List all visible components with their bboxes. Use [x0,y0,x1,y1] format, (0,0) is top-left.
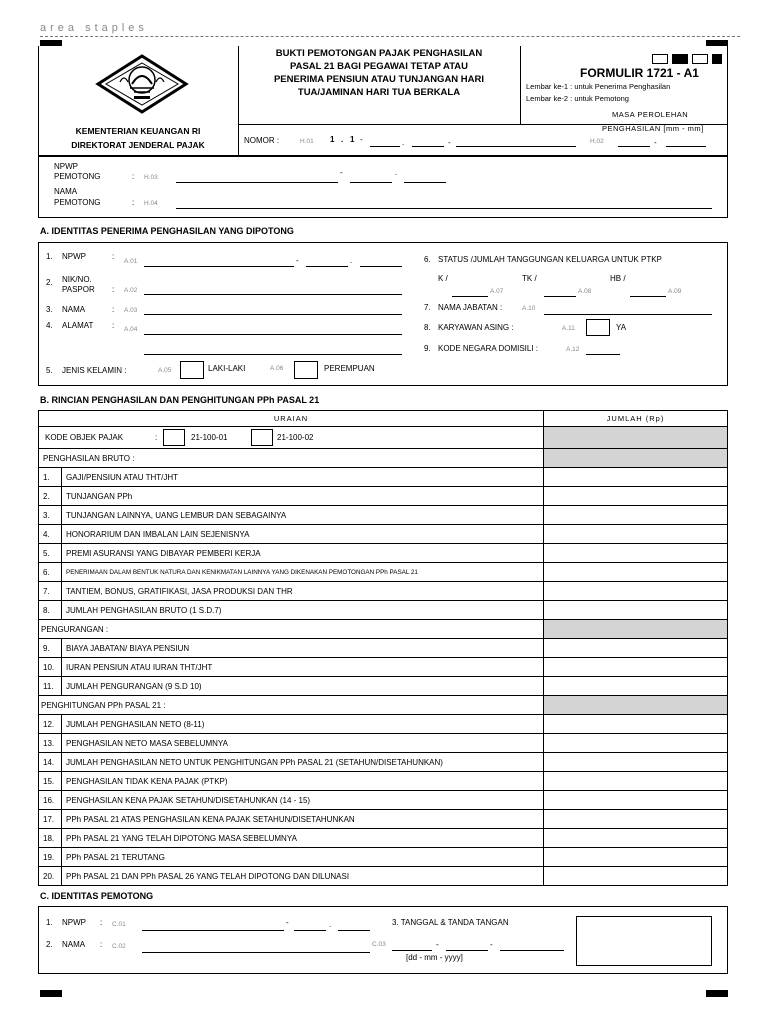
corner-mark-br [706,990,728,997]
a-num-7: 7. [424,303,431,312]
row-description: PPh PASAL 21 YANG TELAH DIPOTONG MASA SEBELUMNYA [62,829,544,848]
a09-code: A.09 [668,288,682,295]
nama-pemotong-colon: : [132,198,135,207]
a-npwp-field-3[interactable] [360,266,402,267]
a-tk-field[interactable] [544,296,576,297]
npwp-pemotong-field-2[interactable] [350,182,392,183]
c-npwp-field-1[interactable] [142,930,284,931]
uraian-header: URAIAN [39,411,544,427]
a05-code: A.05 [158,367,172,374]
penghitungan-header-amount-disabled [544,696,728,715]
kode-2-checkbox[interactable] [251,429,273,446]
a-karyawan-asing-label: KARYAWAN ASING : [438,323,514,332]
row-number: 4. [39,525,62,544]
c-date-dd-field[interactable] [392,950,432,951]
formulir-title: FORMULIR 1721 - A1 [580,66,699,80]
table-row [39,810,728,829]
a-nik-field[interactable] [144,294,402,295]
c-date-yyyy-field[interactable] [500,950,564,951]
table-row [39,791,728,810]
c-npwp-field-3[interactable] [338,930,370,931]
row-description: BIAYA JABATAN/ BIAYA PENSIUN [62,639,544,658]
a-num-8: 8. [424,323,431,332]
nomor-dash-1: - [360,135,363,144]
ministry-logo [94,54,190,116]
lembar-2-note: Lembar ke-2 : untuk Pemotong [526,94,629,103]
c-date-format: [dd - mm - yyyy] [406,953,463,962]
row-amount-field[interactable] [544,734,728,753]
row-description: PENGHASILAN KENA PAJAK SETAHUN/DISETAHUNKAN (14 - 15) [62,791,544,810]
table-row [39,487,728,506]
kode-2-label: 21-100-02 [277,433,314,442]
kode-1-checkbox[interactable] [163,429,185,446]
a12-code: A.12 [566,346,580,353]
a-perempuan-checkbox[interactable] [294,361,318,379]
form-title-line-4: TUA/JAMINAN HARI TUA BERKALA [297,87,461,98]
row-amount-field[interactable] [544,658,728,677]
table-row [39,829,728,848]
table-row [39,772,728,791]
a-tk-label: TK / [522,274,537,283]
npwp-pemotong-field-1[interactable] [176,182,338,183]
row-amount-field[interactable] [544,810,728,829]
a-nik-label-2: PASPOR [62,285,95,294]
row-description: PPh PASAL 21 ATAS PENGHASILAN KENA PAJAK SETAHUN/DISETAHUNKAN [62,810,544,829]
a07-code: A.07 [490,288,504,295]
c-date-dash-2: - [490,940,493,949]
a-nik-colon: : [112,285,115,294]
table-row [39,544,728,563]
a02-code: A.02 [124,287,138,294]
a03-code: A.03 [124,307,138,314]
row-number: 10. [39,658,62,677]
a-status-label: STATUS /JUMLAH TANGGUNGAN KELUARGA UNTUK PTKP [438,255,662,264]
table-row [39,658,728,677]
bruto-header-row [39,449,728,468]
table-row [39,506,728,525]
c-nama-colon: : [100,940,103,949]
row-amount-field[interactable] [544,848,728,867]
c-date-dash-1: - [436,940,439,949]
ministry-name: KEMENTERIAN KEUANGAN RI [75,126,201,136]
a08-code: A.08 [578,288,592,295]
nama-pemotong-label-1: NAMA [54,187,78,196]
nomor-field-1[interactable] [370,146,400,147]
row-number: 18. [39,829,62,848]
row-description: PPh PASAL 21 DAN PPh PASAL 26 YANG TELAH DIPOTONG DAN DILUNASI [62,867,544,886]
c-date-mm-field[interactable] [446,950,488,951]
row-description: JUMLAH PENGHASILAN BRUTO (1 S.D.7) [62,601,544,620]
row-number: 12. [39,715,62,734]
a-laki-label: LAKI-LAKI [208,364,246,373]
form-code-box-4 [712,54,722,64]
kode-objek-cell [39,427,544,449]
c-npwp-dot: . [329,920,332,929]
section-c-title: C. IDENTITAS PEMOTONG [40,891,154,901]
a-k-field[interactable] [452,296,488,297]
c-nama-field[interactable] [142,952,370,953]
form-title-line-3: PENERIMA PENSIUN ATAU TUNJANGAN HARI [273,74,485,85]
row-description: TANTIEM, BONUS, GRATIFIKASI, JASA PRODUKSI DAN THR [62,582,544,601]
a-num-9: 9. [424,344,431,353]
row-number: 8. [39,601,62,620]
kode-objek-amount-disabled [544,427,728,449]
h04-code: H.04 [144,200,158,207]
form-code-box-2 [672,54,688,64]
row-amount-field[interactable] [544,753,728,772]
form-code-box-1 [652,54,668,64]
row-amount-field[interactable] [544,468,728,487]
section-a-title: A. IDENTITAS PENERIMA PENGHASILAN YANG DIPOTONG [40,226,294,236]
row-amount-field[interactable] [544,563,728,582]
row-number: 19. [39,848,62,867]
pengurangan-header: PENGURANGAN : [39,620,544,639]
a-npwp-dot: . [350,256,353,265]
nomor-dot-2: . [402,138,405,147]
row-amount-field[interactable] [544,544,728,563]
table-row [39,867,728,886]
lembar-1-note: Lembar ke-1 : untuk Penerima Penghasilan [526,82,671,91]
pengurangan-header-amount-disabled [544,620,728,639]
header-divider-right [520,46,521,124]
a01-code: A.01 [124,258,138,265]
table-row [39,563,728,582]
nomor-dash-2: - [448,138,451,147]
a-num-1: 1. [46,252,53,261]
row-number: 6. [39,563,62,582]
a-kode-negara-label: KODE NEGARA DOMISILI : [438,344,539,353]
penghasilan-mm-label: PENGHASILAN [mm - mm] [602,124,704,133]
a-nama-jabatan-label: NAMA JABATAN : [438,303,503,312]
table-row [39,468,728,487]
row-amount-field[interactable] [544,506,728,525]
c03-code: C.03 [372,941,386,948]
row-description: TUNJANGAN LAINNYA, UANG LEMBUR DAN SEBAGAINYA [62,506,544,525]
masa-end-field[interactable] [666,146,706,147]
row-number: 3. [39,506,62,525]
row-description: PENGHASILAN TIDAK KENA PAJAK (PTKP) [62,772,544,791]
form-title-line-1: BUKTI PEMOTONGAN PAJAK PENGHASILAN [275,48,483,59]
row-amount-field[interactable] [544,867,728,886]
row-amount-field[interactable] [544,601,728,620]
a10-code: A.10 [522,305,536,312]
a-jenis-kelamin-label: JENIS KELAMIN : [62,366,127,375]
row-description: JUMLAH PENGURANGAN (9 S.D 10) [62,677,544,696]
section-b-title: B. RINCIAN PENGHASILAN DAN PENGHITUNGAN PPh PASAL 21 [40,395,320,405]
a-nama-label: NAMA [62,305,86,314]
row-description: HONORARIUM DAN IMBALAN LAIN SEJENISNYA [62,525,544,544]
h02-code: H.02 [590,138,604,145]
row-description: PPh PASAL 21 TERUTANG [62,848,544,867]
row-amount-field[interactable] [544,677,728,696]
corner-mark-bl [40,990,62,997]
a-ya-label: YA [616,323,627,332]
table-row [39,582,728,601]
a-nama-field[interactable] [144,314,402,315]
a-num-3: 3. [46,305,53,314]
row-number: 1. [39,468,62,487]
penghitungan-header: PENGHITUNGAN PPh PASAL 21 : [39,696,544,715]
c-nama-label: NAMA [62,940,86,949]
a06-code: A.06 [270,365,284,372]
a-hb-label: HB / [610,274,626,283]
nama-pemotong-label-2: PEMOTONG [54,198,101,207]
pengurangan-header-row [39,620,728,639]
table-row [39,525,728,544]
row-description: TUNJANGAN PPh [62,487,544,506]
row-amount-field[interactable] [544,791,728,810]
bruto-header-amount-disabled [544,449,728,468]
row-description: JUMLAH PENGHASILAN NETO (8-11) [62,715,544,734]
area-staples-label: area staples [40,22,148,34]
table-row [39,848,728,867]
masa-dash: - [654,138,657,147]
c-num-1: 1. [46,918,53,927]
row-description: IURAN PENSIUN ATAU IURAN THT/JHT [62,658,544,677]
row-amount-field[interactable] [544,829,728,848]
kode-1-label: 21-100-01 [191,433,228,442]
row-number: 15. [39,772,62,791]
table-row [39,601,728,620]
row-amount-field[interactable] [544,639,728,658]
row-description: PENERIMAAN DALAM BENTUK NATURA DAN KENIKMATAN LAINNYA YANG DIKENAKAN PEMOTONGAN PPh PASAL 21 [62,563,544,582]
a-perempuan-label: PEREMPUAN [324,364,375,373]
kode-objek-label: KODE OBJEK PAJAK [45,433,124,442]
h01-code: H.01 [300,138,314,145]
row-number: 9. [39,639,62,658]
h03-code: H.03 [144,174,158,181]
a-alamat-field-1[interactable] [144,334,402,335]
npwp-pemotong-dot: . [395,168,398,177]
row-number: 16. [39,791,62,810]
masa-perolehan-label: MASA PEROLEHAN [612,110,689,119]
a-nama-colon: : [112,305,115,314]
nomor-field-2[interactable] [412,146,444,147]
row-amount-field[interactable] [544,715,728,734]
form-title-line-2: PASAL 21 BAGI PEGAWAI TETAP ATAU [289,61,469,72]
a-npwp-field-2[interactable] [306,266,348,267]
staples-dashed-line [40,36,740,37]
nomor-dot-1: . [341,135,344,144]
c-num-2: 2. [46,940,53,949]
row-number: 11. [39,677,62,696]
bruto-header: PENGHASILAN BRUTO : [39,449,544,468]
npwp-pemotong-colon: : [132,172,135,181]
table-row [39,734,728,753]
a11-code: A.11 [562,325,575,332]
a-nama-jabatan-field[interactable] [544,314,712,315]
directorate-name: DIREKTORAT JENDERAL PAJAK [71,140,205,150]
table-row [39,677,728,696]
c-npwp-label: NPWP [62,918,86,927]
table-row [39,639,728,658]
row-number: 20. [39,867,62,886]
a-num-6: 6. [424,255,431,264]
row-number: 13. [39,734,62,753]
table-header-row [39,411,728,427]
npwp-pemotong-label-1: NPWP [54,162,78,171]
a-alamat-colon: : [112,321,115,330]
form-code-box-3 [692,54,708,64]
penghitungan-header-row [39,696,728,715]
row-amount-field[interactable] [544,525,728,544]
a-laki-checkbox[interactable] [180,361,204,379]
row-description: GAJI/PENSIUN ATAU THT/JHT [62,468,544,487]
table-row [39,715,728,734]
c-npwp-dash: - [286,918,289,927]
a-alamat-field-2[interactable] [144,354,402,355]
a-alamat-label: ALAMAT [62,321,94,330]
a-npwp-field-1[interactable] [144,266,294,267]
a-hb-field[interactable] [630,296,666,297]
row-amount-field[interactable] [544,582,728,601]
rincian-table [38,410,728,886]
a-k-label: K / [438,274,448,283]
a-kode-negara-field[interactable] [586,354,620,355]
c-npwp-field-2[interactable] [294,930,326,931]
kode-objek-row [39,427,728,449]
a04-code: A.04 [124,326,138,333]
nomor-field-3[interactable] [456,146,576,147]
npwp-pemotong-dash: - [340,168,343,177]
row-amount-field[interactable] [544,487,728,506]
row-number: 17. [39,810,62,829]
a-npwp-colon: : [112,252,115,261]
a-num-2: 2. [46,278,53,287]
nama-pemotong-field[interactable] [176,208,712,209]
row-number: 2. [39,487,62,506]
row-number: 14. [39,753,62,772]
c01-code: C.01 [112,921,126,928]
row-number: 5. [39,544,62,563]
c-signature-box[interactable] [576,916,712,966]
kode-objek-colon: : [155,433,158,442]
row-description: PENGHASILAN NETO MASA SEBELUMNYA [62,734,544,753]
c-tanggal-label: 3. TANGGAL & TANDA TANGAN [392,918,509,927]
table-row [39,753,728,772]
row-number: 7. [39,582,62,601]
jumlah-header: JUMLAH (Rp) [544,411,728,427]
npwp-pemotong-field-3[interactable] [404,182,446,183]
row-description: JUMLAH PENGHASILAN NETO UNTUK PENGHITUNGAN PPh PASAL 21 (SETAHUN/DISETAHUNKAN) [62,753,544,772]
a-nik-label-1: NIK/NO. [62,275,92,284]
a-num-5: 5. [46,366,53,375]
a-num-4: 4. [46,321,53,330]
a-npwp-label: NPWP [62,252,86,261]
a-npwp-dash: - [296,256,299,265]
c-npwp-colon: : [100,918,103,927]
masa-start-field[interactable] [618,146,650,147]
a-karyawan-asing-checkbox[interactable] [586,319,610,336]
c02-code: C.02 [112,943,126,950]
row-description: PREMI ASURANSI YANG DIBAYAR PEMBERI KERJA [62,544,544,563]
nomor-prefix-1: 1 [330,135,335,144]
nomor-prefix-2: 1 [350,135,355,144]
npwp-pemotong-label-2: PEMOTONG [54,172,101,181]
nomor-label: NOMOR : [244,136,280,145]
row-amount-field[interactable] [544,772,728,791]
